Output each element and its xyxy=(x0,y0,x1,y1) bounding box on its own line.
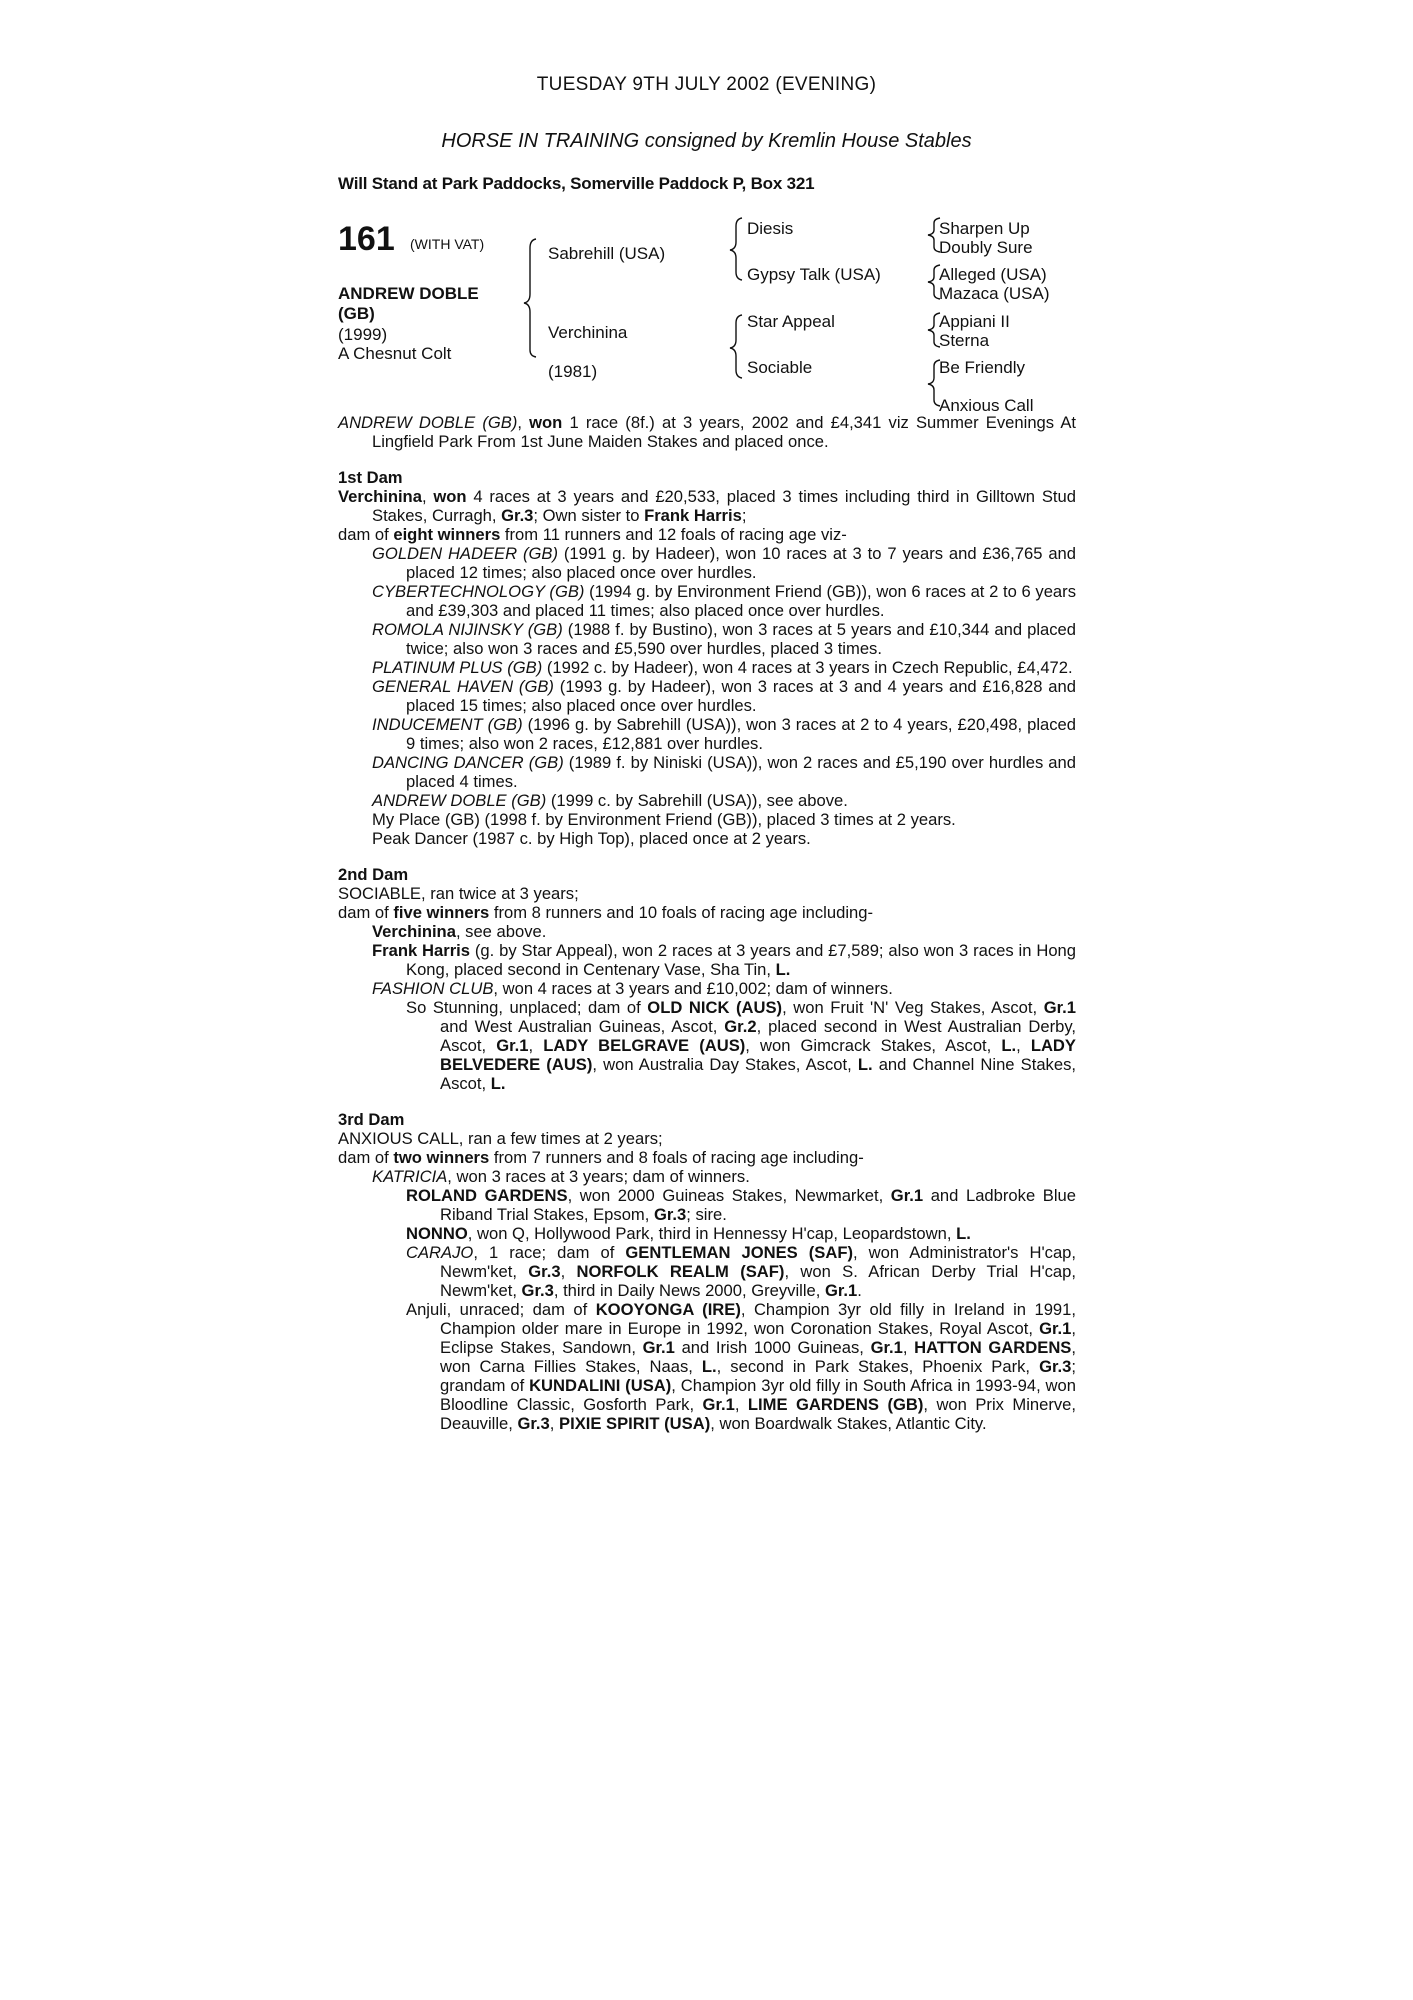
ds-sire: Appiani II xyxy=(939,312,1010,331)
horse-description: A Chesnut Colt xyxy=(338,344,452,363)
list-item: ANDREW DOBLE (GB) (1999 c. by Sabrehill (USA)), see above. xyxy=(372,791,848,810)
ss-dam: Doubly Sure xyxy=(939,238,1033,257)
lot-number: 161 xyxy=(338,220,395,258)
sire-dam: Gypsy Talk (USA) xyxy=(747,265,881,284)
pedigree-braces xyxy=(0,0,1413,420)
list-item: ROMOLA NIJINSKY (GB) (1988 f. by Bustino), won 3 races at 5 years and £10,344 and placed twice; also won 3 races and £5,590 over hurdles, placed 3 times. xyxy=(372,620,1077,658)
list-item: My Place (GB) (1998 f. by Environment Friend (GB)), placed 3 times at 2 years. xyxy=(372,810,956,829)
dam-dam: Sociable xyxy=(747,358,813,377)
list-item: Frank Harris (g. by Star Appeal), won 2 races at 3 years and £7,589; also won 3 races in Hong Kong, placed second in Centenary Vase, Sha Tin, L. xyxy=(372,941,1077,979)
dam: Verchinina xyxy=(548,323,628,342)
list-item: KATRICIA, won 3 races at 3 years; dam of winners. xyxy=(372,1167,750,1186)
sire-sire: Diesis xyxy=(747,219,794,238)
third-dam-record: ANXIOUS CALL, ran a few times at 2 years; xyxy=(338,1129,663,1148)
sale-date: TUESDAY 9TH JULY 2002 (EVENING) xyxy=(536,74,877,95)
dam-year: (1981) xyxy=(548,362,598,381)
list-item: INDUCEMENT (GB) (1996 g. by Sabrehill (USA)), won 3 races at 2 to 4 years, £20,498, placed 9 times; also won 2 races, £12,881 over hurdles. xyxy=(372,715,1076,753)
first-dam-record: Verchinina, won 4 races at 3 years and £20,533, placed 3 times including third in Gilltown Stud Stakes, Curragh, Gr.3; Own sister to Frank Harris; xyxy=(338,487,1076,525)
list-item: CARAJO, 1 race; dam of GENTLEMAN JONES (SAF), won Administrator's H'cap, Newm'ket, Gr.3, NORFOLK REALM (SAF), won S. African Derby Trial H'cap, Newm'ket, Gr.3, third in Daily News 2000, Greyville, Gr.1. xyxy=(406,1243,1077,1300)
foaling-year: (1999) xyxy=(338,325,388,344)
second-dam-record: SOCIABLE, ran twice at 3 years; xyxy=(338,884,579,903)
third-dam-produce: dam of two winners from 7 runners and 8 foals of racing age including- xyxy=(338,1148,864,1167)
stand-location: Will Stand at Park Paddocks, Somerville Paddock P, Box 321 xyxy=(338,174,815,193)
third-dam-heading: 3rd Dam xyxy=(338,1110,405,1129)
dd-sire: Be Friendly xyxy=(939,358,1025,377)
list-item: So Stunning, unplaced; dam of OLD NICK (AUS), won Fruit 'N' Veg Stakes, Ascot, Gr.1 and West Australian Guineas, Ascot, Gr.2, placed second in West Australian Derby, Ascot, Gr.1, LADY BELGRAVE (AUS), won Gimcrack Stakes, Ascot, L., LADY BELVEDERE (AUS), won Australia Day Stakes, Ascot, L. and Channel Nine Stakes, Ascot, L. xyxy=(406,998,1077,1093)
list-item: CYBERTECHNOLOGY (GB) (1994 g. by Environment Friend (GB)), won 6 races at 2 to 6 years and £39,303 and placed 11 times; also placed once over hurdles. xyxy=(372,582,1076,620)
list-item: FASHION CLUB, won 4 races at 3 years and £10,002; dam of winners. xyxy=(372,979,893,998)
consignment-line: HORSE IN TRAINING consigned by Kremlin House Stables xyxy=(441,130,972,152)
sd-dam: Mazaca (USA) xyxy=(939,284,1050,303)
first-dam-heading: 1st Dam xyxy=(338,468,403,487)
sire: Sabrehill (USA) xyxy=(548,244,666,263)
ds-dam: Sterna xyxy=(939,331,990,350)
list-item: Peak Dancer (1987 c. by High Top), placed once at 2 years. xyxy=(372,829,811,848)
catalogue-body xyxy=(338,413,1076,1433)
race-summary: ANDREW DOBLE (GB), won 1 race (8f.) at 3 years, 2002 and £4,341 viz Summer Evenings At Lingfield Park From 1st June Maiden Stakes and placed once. xyxy=(338,413,1076,451)
list-item: PLATINUM PLUS (GB) (1992 c. by Hadeer), won 4 races at 3 years in Czech Republic, £4,472. xyxy=(372,658,1073,677)
list-item: GOLDEN HADEER (GB) (1991 g. by Hadeer), won 10 races at 3 to 7 years and £36,765 and placed 12 times; also placed once over hurdles. xyxy=(372,544,1077,582)
list-item: Verchinina, see above. xyxy=(372,922,547,941)
dam-sire: Star Appeal xyxy=(747,312,835,331)
list-item: DANCING DANCER (GB) (1989 f. by Niniski (USA)), won 2 races and £5,190 over hurdles and placed 4 times. xyxy=(372,753,1076,791)
second-dam-heading: 2nd Dam xyxy=(338,865,409,884)
list-item: Anjuli, unraced; dam of KOOYONGA (IRE), Champion 3yr old filly in Ireland in 1991, Champion older mare in Europe in 1992, won Coronation Stakes, Royal Ascot, Gr.1, Eclipse Stakes, Sandown, Gr.1 and Irish 1000 Guineas, Gr.1, HATTON GARDENS, won Carna Fillies Stakes, Naas, L., second in Park Stakes, Phoenix Park, Gr.3; grandam of KUNDALINI (USA), Champion 3yr old filly in South Africa in 1993-94, won Bloodline Classic, Gosforth Park, Gr.1, LIME GARDENS (GB), won Prix Minerve, Deauville, Gr.3, PIXIE SPIRIT (USA), won Boardwalk Stakes, Atlantic City. xyxy=(406,1300,1077,1433)
horse-name: ANDREW DOBLE (GB) xyxy=(338,284,479,323)
sd-sire: Alleged (USA) xyxy=(939,265,1047,284)
vat-note: (WITH VAT) xyxy=(410,236,485,252)
list-item: GENERAL HAVEN (GB) (1993 g. by Hadeer), won 3 races at 3 and 4 years and £16,828 and placed 15 times; also placed once over hurdles. xyxy=(372,677,1076,715)
ss-sire: Sharpen Up xyxy=(939,219,1030,238)
first-dam-produce: dam of eight winners from 11 runners and 12 foals of racing age viz- xyxy=(338,525,847,544)
list-item: NONNO, won Q, Hollywood Park, third in Hennessy H'cap, Leopardstown, L. xyxy=(406,1224,971,1243)
dd-dam: Anxious Call xyxy=(939,396,1034,415)
list-item: ROLAND GARDENS, won 2000 Guineas Stakes, Newmarket, Gr.1 and Ladbroke Blue Riband Trial Stakes, Epsom, Gr.3; sire. xyxy=(406,1186,1076,1224)
second-dam-produce: dam of five winners from 8 runners and 10 foals of racing age including- xyxy=(338,903,873,922)
